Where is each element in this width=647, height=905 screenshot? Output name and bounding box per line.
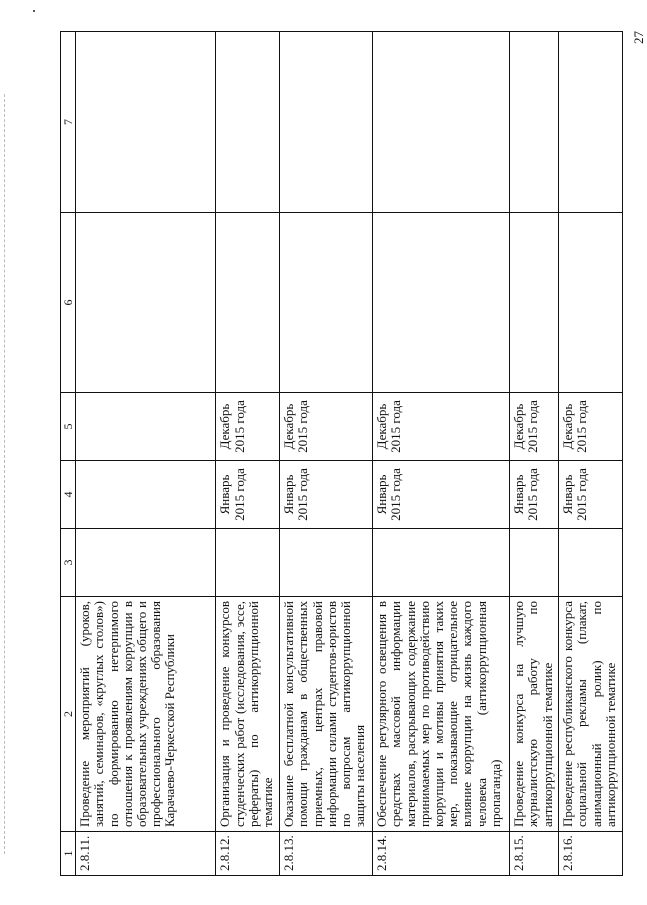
row-start-date: Январь 2015 года [373,461,510,529]
row-number: 2.8.12. [216,832,280,876]
header-col-1: 1 [61,832,76,876]
row-number: 2.8.11. [76,832,216,876]
table-row [559,32,623,876]
table-row [510,32,559,876]
header-col-4: 4 [61,461,76,529]
row-col6 [510,213,559,393]
row-number: 2.8.16. [559,832,623,876]
row-start-date: Январь 2015 года [559,461,623,529]
row-description: Оказание бесплатной консультативной помощи гражданам в общественных приемных, центрах правовой информации силами студентов-юристов по вопросам антикоррупционной защиты населения [280,597,373,832]
row-col3 [559,529,623,597]
row-start-date: Январь 2015 года [510,461,559,529]
row-col6 [559,213,623,393]
row-description: Проведение конкурса на лучшую журналистскую работу по антикоррупционной тематике [510,597,559,832]
row-col3 [280,529,373,597]
row-description: Проведение мероприятий (уроков, занятий, семинаров, «круглых столов») по формированию нетерпимого отношения к проявлениям коррупции в образовательных учреждениях общего и профессионального образования Карачаево-Черкесской Республики [76,597,216,832]
table-row [280,32,373,876]
header-col-3: 3 [61,529,76,597]
row-start-date [76,461,216,529]
row-end-date: Декабрь 2015 года [510,393,559,461]
row-col3 [216,529,280,597]
table-row [216,32,280,876]
row-col3 [510,529,559,597]
row-col7 [373,32,510,213]
header-col-7: 7 [61,32,76,213]
row-col6 [216,213,280,393]
row-col3 [76,529,216,597]
measures-table [60,31,623,876]
row-end-date [76,393,216,461]
row-col7 [510,32,559,213]
row-col7 [76,32,216,213]
row-end-date: Декабрь 2015 года [559,393,623,461]
header-col-6: 6 [61,213,76,393]
row-col6 [76,213,216,393]
row-end-date: Декабрь 2015 года [216,393,280,461]
row-col3 [373,529,510,597]
header-col-2: 2 [61,597,76,832]
row-description: Организация и проведение конкурсов студенческих работ (исследования, эссе, рефераты) по антикоррупционной тематике [216,597,280,832]
row-description: Проведение республиканского конкурса социальной рекламы (плакат, анимационный ролик) по антикоррупционной тематике [559,597,623,832]
row-end-date: Декабрь 2015 года [373,393,510,461]
row-col6 [373,213,510,393]
rotated-table-wrapper [60,32,623,876]
table-row [76,32,216,876]
row-end-date: Декабрь 2015 года [280,393,373,461]
row-col7 [280,32,373,213]
table-row [373,32,510,876]
scan-speck [33,10,35,12]
table-header-row [61,32,76,876]
row-col7 [559,32,623,213]
page-number: 27 [631,31,646,44]
row-number: 2.8.13. [280,832,373,876]
row-number: 2.8.15. [510,832,559,876]
header-col-5: 5 [61,393,76,461]
row-number: 2.8.14. [373,832,510,876]
row-description: Обеспечение регулярного освещения в средствах массовой информации материалов, раскрывающих содержание принимаемых мер по противодействию коррупции и мотивы принятия таких мер, показывающие отрицательное влияние коррупции на жизнь каждого человека (антикоррупционная пропаганда) [373,597,510,832]
scan-margin-line [4,94,6,854]
row-start-date: Январь 2015 года [216,461,280,529]
row-col7 [216,32,280,213]
row-col6 [280,213,373,393]
row-start-date: Январь 2015 года [280,461,373,529]
